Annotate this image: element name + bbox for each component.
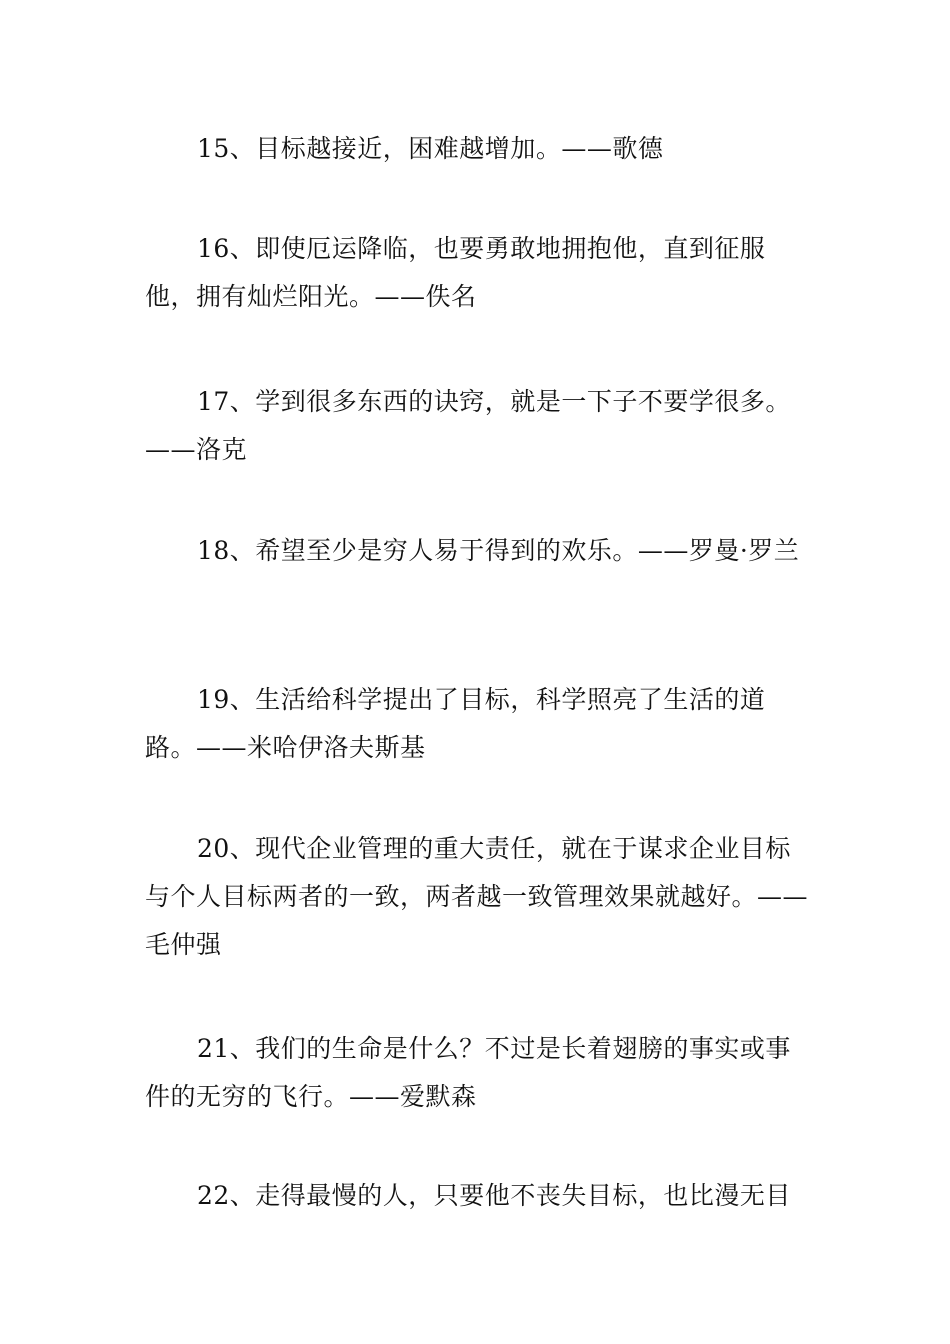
quote-20: 20、现代企业管理的重大责任，就在于谋求企业目标与个人目标两者的一致，两者越一致管理效果就越好。——毛仲强 [145,834,809,959]
quote-16: 16、即使厄运降临，也要勇敢地拥抱他，直到征服他，拥有灿烂阳光。——佚名 [145,234,766,311]
quote-17: 17、学到很多东西的诀窍，就是一下子不要学很多。——洛克 [145,387,791,464]
quote-19: 19、生活给科学提出了目标，科学照亮了生活的道路。——米哈伊洛夫斯基 [145,685,766,762]
quote-15: 15、目标越接近，困难越增加。——歌德 [197,134,664,163]
quote-22: 22、走得最慢的人，只要他不丧失目标，也比漫无目 [197,1181,791,1210]
quote-21: 21、我们的生命是什么？不过是长着翅膀的事实或事件的无穷的飞行。——爱默森 [145,1034,791,1111]
quote-18: 18、希望至少是穷人易于得到的欢乐。——罗曼·罗兰 [197,536,800,565]
